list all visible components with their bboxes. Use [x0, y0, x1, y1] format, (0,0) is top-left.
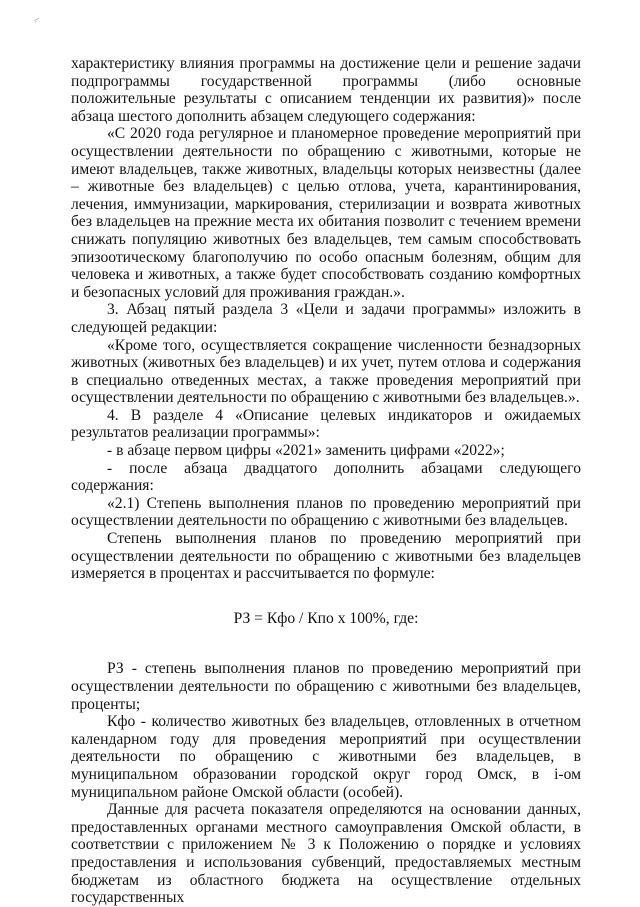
paragraph: характеристику влияния программы на достижение цели и решение задачи подпрограммы государственной программы (либо основные положительные результаты с описанием тенденции их развития)» после абзаца шестого дополнить абзацем следующего содержания: [71, 55, 581, 125]
paragraph: Степень выполнения планов по проведению мероприятий при осуществлении деятельности по обращению с животными без владельцев измеряется в процентах и рассчитывается по формуле: [71, 530, 581, 583]
document-body [71, 55, 581, 907]
paragraph: «2.1) Степень выполнения планов по проведению мероприятий при осуществлении деятельности по обращению с животными без владельцев. [71, 494, 581, 530]
paragraph: «Кроме того, осуществляется сокращение численности безнадзорных животных (животных без владельцев) и их учет, путем отлова и содержания в специально отведенных местах, а также проведения мероприятий при осуществлении деятельности по обращению с животными без владельцев.». [71, 336, 581, 407]
corner-mark: ⌐ [31, 13, 43, 27]
paragraph: 3. Абзац пятый раздела 3 «Цели и задачи программы» изложить в следующей редакции: [71, 301, 581, 336]
formula: РЗ = Кфо / Кпо х 100%, где: [233, 609, 419, 627]
paragraph: - после абзаца двадцатого дополнить абзацами следующего содержания: [71, 459, 581, 495]
paragraph: «С 2020 года регулярное и планомерное проведение мероприятий при осуществлении деятельности по обращению с животными, которые не имеют владельцев, также животных, владельцы которых неизвестны (далее – животные без владельцев) с целью отлова, учета, карантинирования, лечения, иммунизации, маркирования, стерилизации и возврата животных без владельцев на прежние места их обитания позволит с течением времени снижать популяцию животных без владельцев, тем самым способствовать эпизоотическому благополучию по особо опасным болезням, общим для человека и животных, а также будет способствовать созданию комфортных и безопасных условий для проживания граждан.». [71, 125, 581, 301]
paragraph: - в абзаце первом цифры «2021» заменить цифрами «2022»; [107, 442, 505, 460]
paragraph: Кфо - количество животных без владельцев, отловленных в отчетном календарном году для проведения мероприятий при осуществлении деятельности по обращению с животными без владельцев, в муниципальном образовании городской округ город Омск, в i-ом муниципальном районе Омской области (особей). [71, 713, 581, 801]
paragraph: 4. В разделе 4 «Описание целевых индикаторов и ожидаемых результатов реализации программы»: [71, 406, 581, 442]
paragraph: Данные для расчета показателя определяются на основании данных, предоставленных органами местного самоуправления Омской области, в соответствии с приложением № 3 к Положению о порядке и условиях предоставления и использования субвенций, предоставляемых местным бюджетам из областного бюджета на осуществление отдельных государственных [71, 801, 581, 907]
paragraph: РЗ - степень выполнения планов по проведению мероприятий при осуществлении деятельности по обращению с животными без владельцев, проценты; [71, 660, 581, 713]
